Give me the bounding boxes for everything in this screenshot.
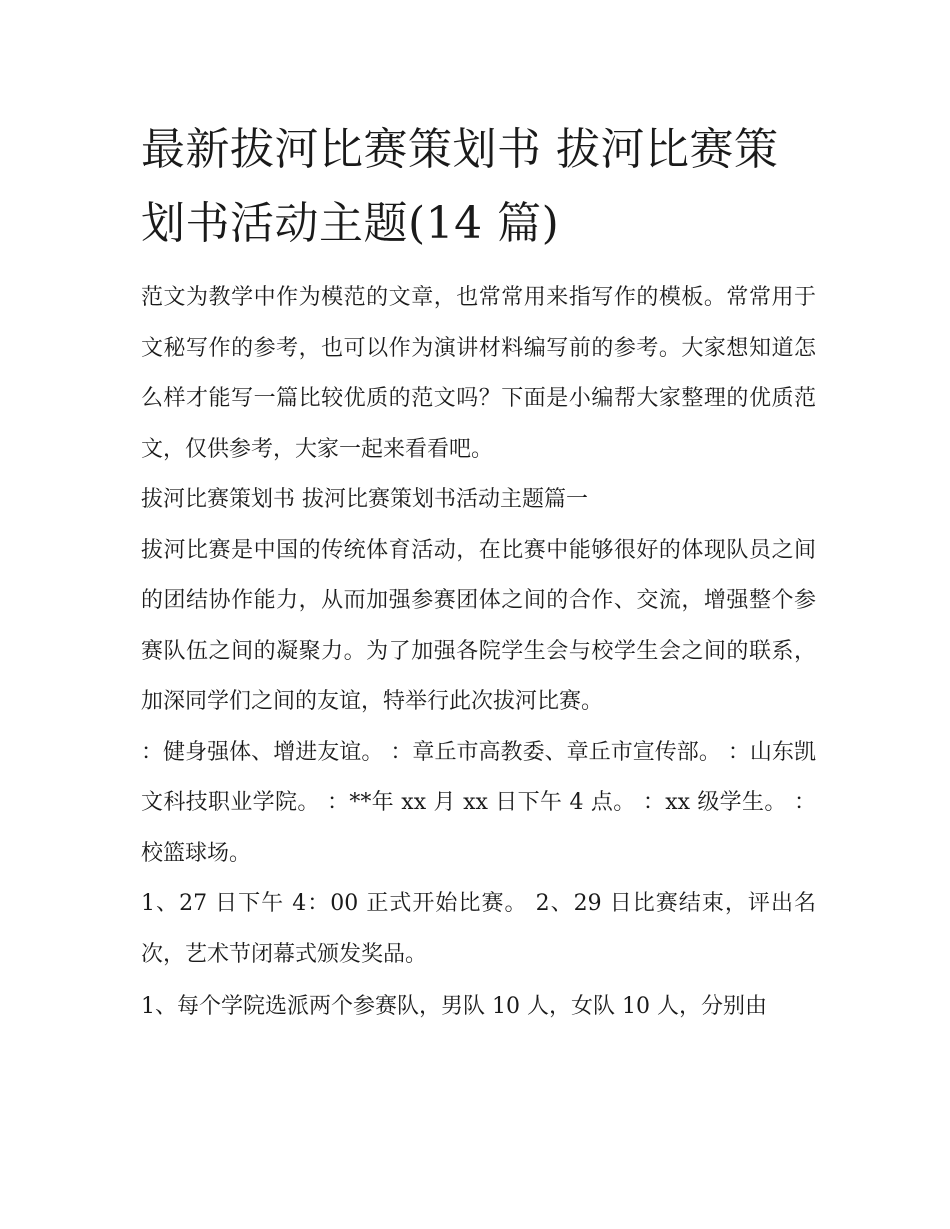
- document-title: 最新拔河比赛策划书 拔河比赛策划书活动主题(14 篇): [141, 124, 779, 249]
- document-body: [141, 113, 816, 1033]
- schedule-paragraph: 1、27 日下午 4：00 正式开始比赛。 2、29 日比赛结束，评出名次，艺术节闭幕式颁发奖品。: [141, 891, 816, 967]
- details-paragraph: ：健身强体、增进友谊。 ：章丘市高教委、章丘市宣传部。 ：山东凯文科技职业学院。 ：**年 xx 月 xx 日下午 4 点。 ：xx 级学生。 ：校篮球场。: [141, 739, 816, 866]
- rules-paragraph: 1、每个学院选派两个参赛队，男队 10 人，女队 10 人，分别由: [141, 994, 767, 1019]
- intro-paragraph: 范文为教学中作为模范的文章，也常常用来指写作的模板。常常用于文秘写作的参考，也可以作为演讲材料编写前的参考。大家想知道怎么样才能写一篇比较优质的范文吗？下面是小编帮大家整理的优质范文，仅供参考，大家一起来看看吧。: [141, 285, 816, 462]
- section-heading: 拔河比赛策划书 拔河比赛策划书活动主题篇一: [141, 487, 588, 512]
- body-paragraph: 拔河比赛是中国的传统体育活动，在比赛中能够很好的体现队员之间的团结协作能力，从而加强参赛团体之间的合作、交流，增强整个参赛队伍之间的凝聚力。为了加强各院学生会与校学生会之间的联系，加深同学们之间的友谊，特举行此次拔河比赛。: [141, 537, 816, 714]
